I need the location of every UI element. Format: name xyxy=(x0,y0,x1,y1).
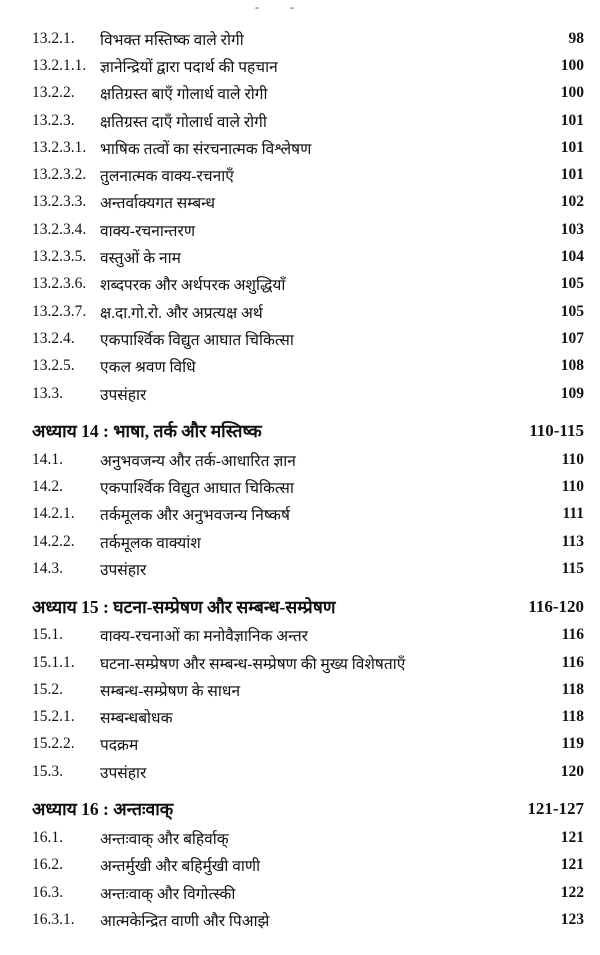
entry-number: 13.3. xyxy=(32,384,63,402)
entry-number: 14.1. xyxy=(32,450,63,468)
toc-entry xyxy=(32,298,584,325)
entry-page: 103 xyxy=(560,220,584,238)
toc-entry xyxy=(32,622,584,649)
entry-page: 100 xyxy=(560,84,584,102)
entry-page: 98 xyxy=(568,29,584,47)
entry-page: 105 xyxy=(560,302,584,320)
entry-title: तुलनात्मक वाक्य-रचनाएँ xyxy=(100,168,234,186)
entry-page: 107 xyxy=(560,329,584,347)
table-of-contents xyxy=(32,25,584,934)
entry-number: 15.3. xyxy=(32,762,63,780)
entry-number: 15.1. xyxy=(32,626,63,644)
entry-number: 14.3. xyxy=(32,559,63,577)
entry-title: एकपार्श्विक विद्युत आघात चिकित्सा xyxy=(100,480,294,498)
entry-number: 13.2.3.4. xyxy=(32,220,87,238)
chapter-page-range: 110-115 xyxy=(529,421,584,441)
entry-title: अन्तःवाक् और बहिर्वाक् xyxy=(100,831,229,849)
entry-title: आत्मकेन्द्रित वाणी और पिआझे xyxy=(100,912,270,930)
toc-entry xyxy=(32,25,584,52)
entry-page: 102 xyxy=(560,193,584,211)
entry-page: 105 xyxy=(560,275,584,293)
entry-number: 13.2.1. xyxy=(32,29,75,47)
entry-title: क्षतिग्रस्त बाएँ गोलार्ध वाले रोगी xyxy=(100,86,268,104)
entry-page: 123 xyxy=(560,910,584,928)
entry-number: 14.2. xyxy=(32,478,63,496)
toc-entry xyxy=(32,134,584,161)
entry-page: 118 xyxy=(561,680,584,698)
entry-title: उपसंहार xyxy=(100,764,147,782)
toc-entry xyxy=(32,758,584,785)
chapter-heading xyxy=(32,416,584,446)
toc-entry xyxy=(32,501,584,528)
toc-entry xyxy=(32,52,584,79)
entry-number: 15.2.1. xyxy=(32,708,75,726)
toc-entry xyxy=(32,704,584,731)
entry-number: 13.2.3.2. xyxy=(32,166,87,184)
toc-entry xyxy=(32,80,584,107)
entry-title: वाक्य-रचनान्तरण xyxy=(100,222,196,240)
entry-title: उपसंहार xyxy=(100,561,147,579)
entry-page: 104 xyxy=(560,248,584,266)
toc-entry xyxy=(32,353,584,380)
entry-title: उपसंहार xyxy=(100,386,147,404)
page-top-mark: - - xyxy=(255,0,308,14)
entry-title: क्ष.दा.गो.रो. और अप्रत्यक्ष अर्थ xyxy=(100,304,263,322)
entry-number: 14.2.1. xyxy=(32,505,75,523)
entry-page: 100 xyxy=(560,56,584,74)
entry-page: 101 xyxy=(560,138,584,156)
entry-number: 16.3. xyxy=(32,883,63,901)
entry-number: 13.2.5. xyxy=(32,357,75,375)
entry-title: वाक्य-रचनाओं का मनोवैज्ञानिक अन्तर xyxy=(100,628,309,646)
toc-entry xyxy=(32,879,584,906)
entry-page: 101 xyxy=(560,111,584,129)
toc-entry xyxy=(32,528,584,555)
toc-entry xyxy=(32,216,584,243)
entry-title: तर्कमूलक वाक्यांश xyxy=(100,534,201,552)
entry-number: 16.2. xyxy=(32,856,63,874)
entry-title: पदक्रम xyxy=(100,737,139,755)
entry-number: 13.2.3. xyxy=(32,111,75,129)
chapter-title: अध्याय 15 : घटना-सम्प्रेषण और सम्बन्ध-सम्प्रेषण xyxy=(32,596,336,617)
toc-entry xyxy=(32,473,584,500)
entry-page: 108 xyxy=(560,357,584,375)
entry-number: 15.1.1. xyxy=(32,653,75,671)
entry-page: 116 xyxy=(561,653,584,671)
toc-entry xyxy=(32,271,584,298)
entry-page: 110 xyxy=(561,450,584,468)
entry-page: 111 xyxy=(562,505,584,523)
entry-title: वस्तुओं के नाम xyxy=(100,250,181,268)
entry-page: 113 xyxy=(561,532,584,550)
entry-number: 16.3.1. xyxy=(32,910,75,928)
entry-page: 120 xyxy=(560,762,584,780)
entry-page: 115 xyxy=(561,559,584,577)
entry-number: 13.2.4. xyxy=(32,329,75,347)
toc-entry xyxy=(32,852,584,879)
toc-section xyxy=(32,794,584,933)
chapter-title: अध्याय 16 : अन्तःवाक् xyxy=(32,799,174,820)
entry-title: तर्कमूलक और अनुभवजन्य निष्कर्ष xyxy=(100,507,290,525)
entry-title: अनुभवजन्य और तर्क-आधारित ज्ञान xyxy=(100,452,296,470)
entry-number: 16.1. xyxy=(32,829,63,847)
entry-page: 101 xyxy=(560,166,584,184)
chapter-title: अध्याय 14 : भाषा, तर्क और मस्तिष्क xyxy=(32,421,262,442)
entry-title: क्षतिग्रस्त दाएँ गोलार्ध वाले रोगी xyxy=(100,113,267,131)
entry-title: एकपार्श्विक विद्युत आघात चिकित्सा xyxy=(100,331,294,349)
toc-entry xyxy=(32,446,584,473)
toc-entry xyxy=(32,325,584,352)
entry-title: अन्तर्मुखी और बहिर्मुखी वाणी xyxy=(100,858,261,876)
entry-page: 119 xyxy=(561,735,584,753)
entry-number: 13.2.3.1. xyxy=(32,138,87,156)
toc-entry xyxy=(32,161,584,188)
entry-number: 15.2.2. xyxy=(32,735,75,753)
toc-entry xyxy=(32,243,584,270)
chapter-heading xyxy=(32,794,584,824)
chapter-page-range: 116-120 xyxy=(528,596,584,616)
toc-entry xyxy=(32,906,584,933)
entry-number: 13.2.3.3. xyxy=(32,193,87,211)
chapter-heading xyxy=(32,592,584,622)
toc-entry xyxy=(32,731,584,758)
entry-number: 15.2. xyxy=(32,680,63,698)
toc-entry xyxy=(32,107,584,134)
toc-entry xyxy=(32,189,584,216)
toc-entry xyxy=(32,555,584,582)
entry-title: घटना-सम्प्रेषण और सम्बन्ध-सम्प्रेषण की मुख्य विशेषताएँ xyxy=(100,655,406,673)
entry-number: 13.2.1.1. xyxy=(32,56,87,74)
entry-title: ज्ञानेन्द्रियों द्वारा पदार्थ की पहचान xyxy=(100,58,278,76)
toc-entry xyxy=(32,649,584,676)
entry-title: एकल श्रवण विधि xyxy=(100,359,196,377)
toc-section xyxy=(32,25,584,407)
entry-number: 14.2.2. xyxy=(32,532,75,550)
entry-number: 13.2.3.6. xyxy=(32,275,87,293)
entry-page: 121 xyxy=(560,829,584,847)
entry-number: 13.2.3.5. xyxy=(32,248,87,266)
toc-section xyxy=(32,592,584,786)
entry-title: भाषिक तत्वों का संरचनात्मक विश्लेषण xyxy=(100,140,312,158)
entry-title: शब्दपरक और अर्थपरक अशुद्धियाँ xyxy=(100,277,286,295)
entry-page: 118 xyxy=(561,708,584,726)
entry-number: 13.2.2. xyxy=(32,84,75,102)
toc-section xyxy=(32,416,584,582)
chapter-page-range: 121-127 xyxy=(527,799,584,819)
entry-title: सम्बन्धबोधक xyxy=(100,710,173,728)
entry-page: 110 xyxy=(561,478,584,496)
toc-entry xyxy=(32,824,584,851)
entry-title: सम्बन्ध-सम्प्रेषण के साधन xyxy=(100,682,241,700)
entry-page: 116 xyxy=(561,626,584,644)
toc-entry xyxy=(32,380,584,407)
entry-title: अन्तर्वाक्यगत सम्बन्ध xyxy=(100,195,215,213)
entry-page: 122 xyxy=(560,883,584,901)
entry-title: अन्तःवाक् और विगोत्स्की xyxy=(100,885,236,903)
entry-number: 13.2.3.7. xyxy=(32,302,87,320)
toc-entry xyxy=(32,676,584,703)
entry-page: 109 xyxy=(560,384,584,402)
entry-page: 121 xyxy=(560,856,584,874)
entry-title: विभक्त मस्तिष्क वाले रोगी xyxy=(100,31,244,49)
